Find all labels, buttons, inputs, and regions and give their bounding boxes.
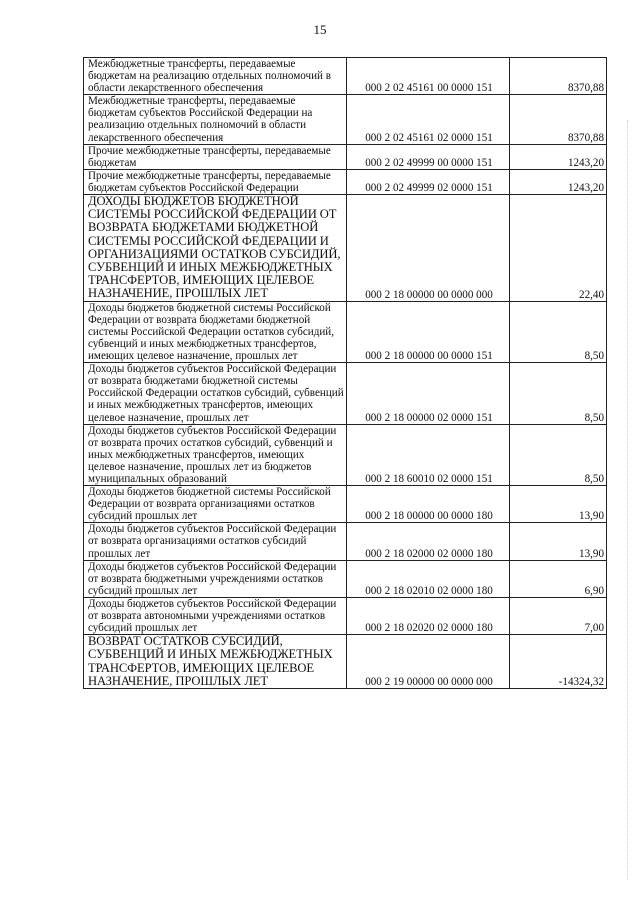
revenue-name-cell: Доходы бюджетов субъектов Российской Федерации от возврата бюджетными учреждениями остатков субсидий прошлых лет	[84, 560, 347, 597]
budget-code-cell: 000 2 18 60010 02 0000 151	[347, 424, 510, 485]
budget-code-cell: 000 2 02 49999 02 0000 151	[347, 169, 510, 194]
scan-edge-marks	[627, 120, 632, 880]
page-number: 15	[313, 22, 327, 37]
revenue-name-cell: Доходы бюджетов субъектов Российской Федерации от возврата организациями остатков субсидий прошлых лет	[84, 523, 347, 560]
budget-code-cell: 000 2 18 02020 02 0000 180	[347, 597, 510, 634]
table-row	[84, 169, 607, 194]
table-row	[84, 363, 607, 424]
amount-cell: 13,90	[510, 523, 607, 560]
amount-cell: 22,40	[510, 195, 607, 302]
budget-code-cell: 000 2 02 45161 02 0000 151	[347, 95, 510, 144]
budget-code-cell: 000 2 18 00000 00 0000 180	[347, 486, 510, 523]
table-row	[84, 560, 607, 597]
revenue-name-cell: Доходы бюджетов субъектов Российской Федерации от возврата автономными учреждениями остатков субсидий прошлых лет	[84, 597, 347, 634]
revenue-name-cell: ВОЗВРАТ ОСТАТКОВ СУБСИДИЙ, СУБВЕНЦИЙ И ИНЫХ МЕЖБЮДЖЕТНЫХ ТРАНСФЕРТОВ, ИМЕЮЩИХ ЦЕЛЕВОЕ НАЗНАЧЕНИЕ, ПРОШЛЫХ ЛЕТ	[84, 635, 347, 689]
table-row	[84, 523, 607, 560]
amount-cell: 7,00	[510, 597, 607, 634]
budget-code-cell: 000 2 18 02010 02 0000 180	[347, 560, 510, 597]
table-row	[84, 635, 607, 689]
budget-code-cell: 000 2 18 00000 02 0000 151	[347, 363, 510, 424]
amount-cell: 8,50	[510, 424, 607, 485]
table-row	[84, 95, 607, 144]
revenue-name-cell: Доходы бюджетов субъектов Российской Федерации от возврата бюджетами бюджетной системы Российской Федерации остатков субсидий, субвенций и иных межбюджетных трансфертов, имеющих целевое назначение, прошлых лет	[84, 363, 347, 424]
budget-code-cell: 000 2 19 00000 00 0000 000	[347, 635, 510, 689]
table-row	[84, 58, 607, 95]
table-row	[84, 424, 607, 485]
amount-cell: 1243,20	[510, 169, 607, 194]
budget-code-cell: 000 2 18 00000 00 0000 151	[347, 301, 510, 362]
budget-code-cell: 000 2 18 00000 00 0000 000	[347, 195, 510, 302]
table-body	[84, 58, 607, 689]
amount-cell: 13,90	[510, 486, 607, 523]
revenue-name-cell: Прочие межбюджетные трансферты, передаваемые бюджетам субъектов Российской Федерации	[84, 169, 347, 194]
amount-cell: -14324,32	[510, 635, 607, 689]
table-row	[84, 301, 607, 362]
revenue-name-cell: Доходы бюджетов субъектов Российской Федерации от возврата прочих остатков субсидий, субвенций и иных межбюджетных трансфертов, имеющих целевое назначение, прошлых лет из бюджетов муниципальных образований	[84, 424, 347, 485]
table-row	[84, 486, 607, 523]
amount-cell: 8370,88	[510, 95, 607, 144]
table-row	[84, 597, 607, 634]
budget-code-cell: 000 2 18 02000 02 0000 180	[347, 523, 510, 560]
amount-cell: 8,50	[510, 301, 607, 362]
table-row	[84, 144, 607, 169]
revenue-name-cell: Межбюджетные трансферты, передаваемые бюджетам на реализацию отдельных полномочий в области лекарственного обеспечения	[84, 58, 347, 95]
amount-cell: 1243,20	[510, 144, 607, 169]
budget-code-cell: 000 2 02 45161 00 0000 151	[347, 58, 510, 95]
table-row	[84, 195, 607, 302]
budget-code-cell: 000 2 02 49999 00 0000 151	[347, 144, 510, 169]
revenue-name-cell: Доходы бюджетов бюджетной системы Российской Федерации от возврата организациями остатков субсидий прошлых лет	[84, 486, 347, 523]
revenue-name-cell: Прочие межбюджетные трансферты, передаваемые бюджетам	[84, 144, 347, 169]
amount-cell: 8,50	[510, 363, 607, 424]
revenue-name-cell: ДОХОДЫ БЮДЖЕТОВ БЮДЖЕТНОЙ СИСТЕМЫ РОССИЙСКОЙ ФЕДЕРАЦИИ ОТ ВОЗВРАТА БЮДЖЕТАМИ БЮДЖЕТНОЙ СИСТЕМЫ РОССИЙСКОЙ ФЕДЕРАЦИИ И ОРГАНИЗАЦИЯМИ ОСТАТКОВ СУБСИДИЙ, СУБВЕНЦИЙ И ИНЫХ МЕЖБЮДЖЕТНЫХ ТРАНСФЕРТОВ, ИМЕЮЩИХ ЦЕЛЕВОЕ НАЗНАЧЕНИЕ, ПРОШЛЫХ ЛЕТ	[84, 195, 347, 302]
budget-revenue-table	[83, 57, 607, 689]
revenue-name-cell: Доходы бюджетов бюджетной системы Российской Федерации от возврата бюджетами бюджетной системы Российской Федерации остатков субсидий, субвенций и иных межбюджетных трансфертов, имеющих целевое назначение, прошлых лет	[84, 301, 347, 362]
amount-cell: 8370,88	[510, 58, 607, 95]
revenue-name-cell: Межбюджетные трансферты, передаваемые бюджетам субъектов Российской Федерации на реализацию отдельных полномочий в области лекарственного обеспечения	[84, 95, 347, 144]
amount-cell: 6,90	[510, 560, 607, 597]
